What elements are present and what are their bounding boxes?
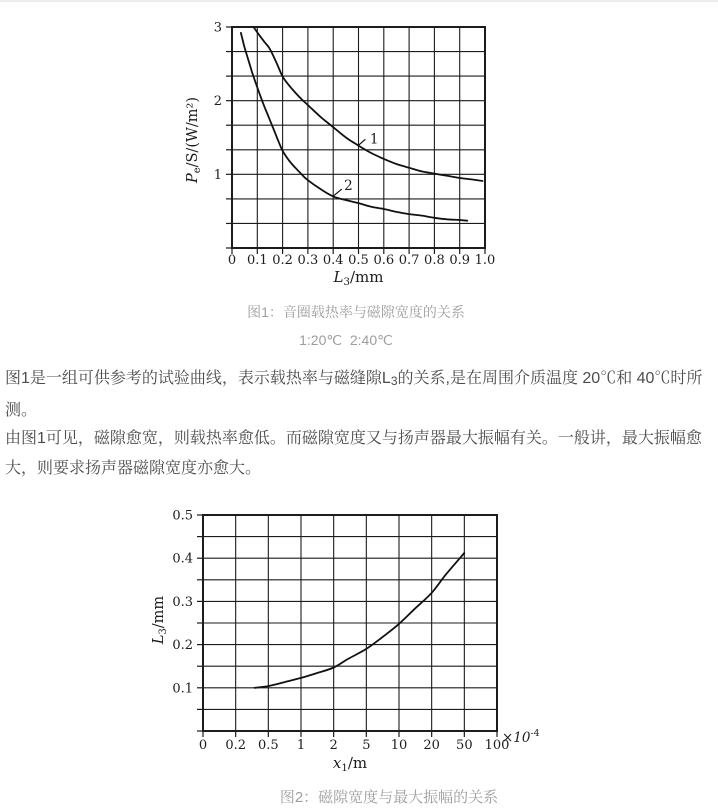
grid — [232, 27, 485, 248]
fig1-chart-container — [183, 14, 507, 300]
tick-marks — [197, 515, 497, 737]
paragraph-1 — [5, 364, 711, 426]
page-top-divider — [0, 0, 718, 2]
y-tick-label: 2 — [213, 94, 222, 110]
x-tick-label: 50 — [456, 738, 473, 753]
x-tick-label: 0.9 — [449, 253, 471, 268]
y-tick-label: 0.4 — [172, 551, 193, 567]
x-tick-label: 1 — [296, 738, 306, 753]
x-tick-label: 2 — [329, 738, 338, 753]
x-tick-label: 0 — [227, 253, 237, 268]
curve-1 — [255, 553, 465, 688]
x-tick-label: 0.7 — [398, 253, 420, 268]
paragraph-2: 由图1可见，磁隙愈宽，则载热率愈低。而磁隙宽度又与扬声器最大振幅有关。一般讲，最大振幅愈大，则要求扬声器磁隙宽度亦愈大。 — [5, 430, 702, 477]
x-axis-unit-label: $\times 10^{-4}$ — [502, 728, 540, 746]
x-tick-labels — [228, 253, 495, 268]
x-axis-label: $x_1/m$ — [332, 754, 368, 774]
y-tick-labels — [214, 21, 222, 183]
x-tick-label: 1.0 — [474, 253, 496, 268]
x-tick-label: 0.6 — [373, 253, 395, 268]
x-tick-label: 20 — [423, 738, 440, 753]
x-tick-labels — [199, 738, 510, 753]
paragraph-1-text: 图1是一组可供参考的试验曲线，表示载热率与磁缝隙L — [5, 370, 391, 387]
fig2-chart — [148, 505, 578, 777]
x-axis-label: $L_3/mm$ — [333, 268, 384, 288]
x-tick-label: 0.4 — [322, 253, 344, 268]
y-tick-label: 0.1 — [172, 681, 193, 697]
x-tick-label: 0.5 — [257, 738, 279, 753]
x-tick-label: 100 — [484, 738, 510, 753]
x-tick-label: 0.1 — [246, 253, 268, 268]
paragraph-1-text-cont: 的关系,是在周围介质温度 20℃和 40℃时所测。 — [5, 370, 703, 419]
x-tick-label: 0.2 — [225, 738, 247, 753]
curve-label: 1 — [369, 131, 379, 148]
y-axis-label: $L_3/mm$ — [151, 595, 169, 645]
paragraph-1-subscript: 3 — [390, 374, 398, 388]
fig1-legend-note: 1:20℃ 2:40℃ — [299, 332, 393, 348]
fig1-chart — [183, 14, 507, 300]
grid — [203, 515, 497, 731]
curve-label-leader — [334, 189, 342, 196]
y-axis-label: $P_e/S/(W/m^2)$ — [185, 97, 203, 183]
x-tick-label: 5 — [362, 738, 371, 753]
fig2-chart-container — [148, 505, 578, 777]
y-tick-label: 0.5 — [172, 508, 193, 524]
x-tick-label: 0 — [198, 738, 208, 753]
y-tick-label: 0.3 — [172, 594, 193, 610]
curve-label: 2 — [344, 177, 353, 194]
x-tick-label: 0.8 — [424, 253, 445, 268]
y-tick-label: 0.2 — [172, 638, 193, 654]
y-tick-label: 3 — [213, 20, 222, 36]
fig2-caption: 图2：磁隙宽度与最大振幅的关系 — [279, 789, 499, 806]
x-tick-label: 10 — [390, 738, 408, 753]
x-tick-label: 0.2 — [272, 253, 293, 268]
x-tick-label: 0.3 — [297, 253, 319, 268]
y-tick-labels — [172, 509, 193, 697]
x-tick-label: 0.5 — [348, 253, 369, 268]
fig1-caption: 图1：音圈载热率与磁隙宽度的关系 — [247, 304, 465, 320]
y-tick-label: 1 — [213, 167, 222, 183]
